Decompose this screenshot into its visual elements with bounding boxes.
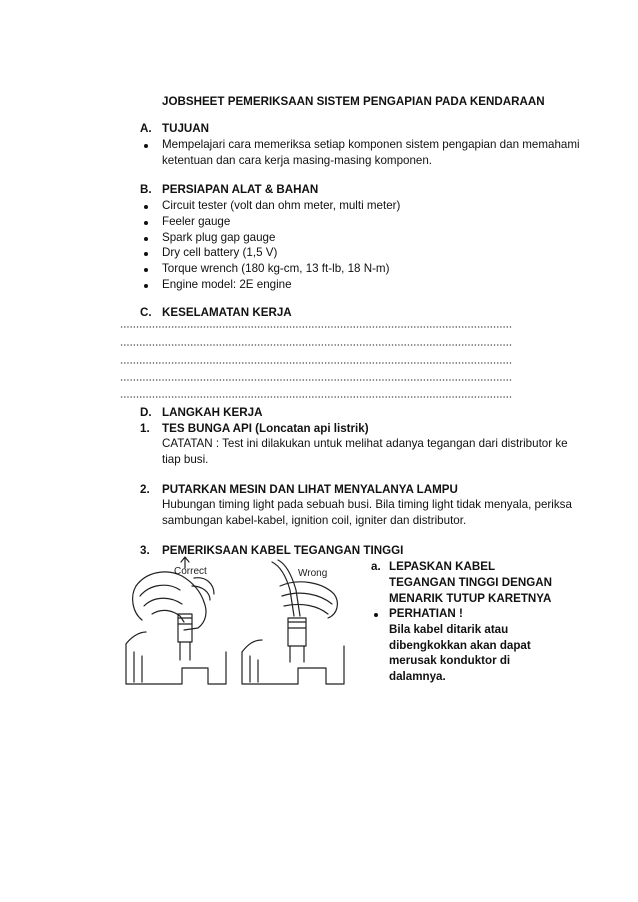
section-b-item: Torque wrench (180 kg-cm, 13 ft-lb, 18 N-m) — [162, 262, 390, 275]
section-b-item: Engine model: 2E engine — [162, 278, 292, 291]
dotted-fill-line — [120, 396, 512, 398]
bullet-icon — [374, 613, 378, 617]
section-a-text-line-2: ketentuan dan cara kerja masing-masing komponen. — [162, 154, 433, 167]
dotted-fill-line — [120, 326, 512, 328]
bullet-icon — [144, 221, 148, 225]
step-heading: TES BUNGA API (Loncatan api listrik) — [162, 422, 369, 435]
section-b-letter: B. — [140, 183, 152, 196]
section-a-letter: A. — [140, 122, 152, 135]
step-number: 2. — [140, 483, 150, 496]
section-d-letter: D. — [140, 406, 152, 419]
cable-removal-illustration — [122, 556, 348, 686]
dotted-fill-line — [120, 344, 512, 346]
step-text: sambungan kabel-kabel, ignition coil, igniter dan distributor. — [162, 514, 467, 527]
section-c-letter: C. — [140, 306, 152, 319]
note-text: merusak konduktor di — [389, 654, 511, 667]
section-b-heading: PERSIAPAN ALAT & BAHAN — [162, 183, 319, 196]
dotted-fill-line — [120, 362, 512, 364]
step-heading: PEMERIKSAAN KABEL TEGANGAN TINGGI — [162, 544, 404, 557]
bullet-icon — [144, 252, 148, 256]
step-text: tiap busi. — [162, 453, 209, 466]
sub-step-text: LEPASKAN KABEL — [389, 560, 496, 573]
dotted-fill-line — [120, 379, 512, 381]
section-b-item: Feeler gauge — [162, 215, 231, 228]
figure-label-correct: Correct — [174, 566, 207, 577]
page-title: JOBSHEET PEMERIKSAAN SISTEM PENGAPIAN PADA KENDARAAN — [162, 95, 545, 108]
section-d-heading: LANGKAH KERJA — [162, 406, 263, 419]
section-b-item: Circuit tester (volt dan ohm meter, multi meter) — [162, 199, 401, 212]
wrong-example-drawing — [242, 560, 344, 684]
note-text: dalamnya. — [389, 670, 446, 683]
sub-step-marker: a. — [371, 560, 381, 573]
bullet-icon — [144, 237, 148, 241]
note-text: PERHATIAN ! — [389, 607, 463, 620]
section-a-text-line-1: Mempelajari cara memeriksa setiap komponen sistem pengapian dan memahami — [162, 138, 580, 151]
sub-step-text: TEGANGAN TINGGI DENGAN — [389, 576, 552, 589]
step-text: CATATAN : Test ini dilakukan untuk melihat adanya tegangan dari distributor ke — [162, 437, 568, 450]
note-text: dibengkokkan akan dapat — [389, 639, 531, 652]
step-number: 1. — [140, 422, 150, 435]
bullet-icon — [144, 268, 148, 272]
sub-step-text: MENARIK TUTUP KARETNYA — [389, 592, 552, 605]
section-a-heading: TUJUAN — [162, 122, 210, 135]
step-text: Hubungan timing light pada sebuah busi. Bila timing light tidak menyala, periksa — [162, 498, 572, 511]
bullet-icon — [144, 284, 148, 288]
step-number: 3. — [140, 544, 150, 557]
section-b-item: Spark plug gap gauge — [162, 231, 276, 244]
bullet-icon — [144, 144, 148, 148]
section-c-heading: KESELAMATAN KERJA — [162, 306, 292, 319]
bullet-icon — [144, 205, 148, 209]
step-heading: PUTARKAN MESIN DAN LIHAT MENYALANYA LAMPU — [162, 483, 458, 496]
section-b-item: Dry cell battery (1,5 V) — [162, 246, 278, 259]
figure-label-wrong: Wrong — [298, 568, 328, 579]
note-text: Bila kabel ditarik atau — [389, 623, 509, 636]
